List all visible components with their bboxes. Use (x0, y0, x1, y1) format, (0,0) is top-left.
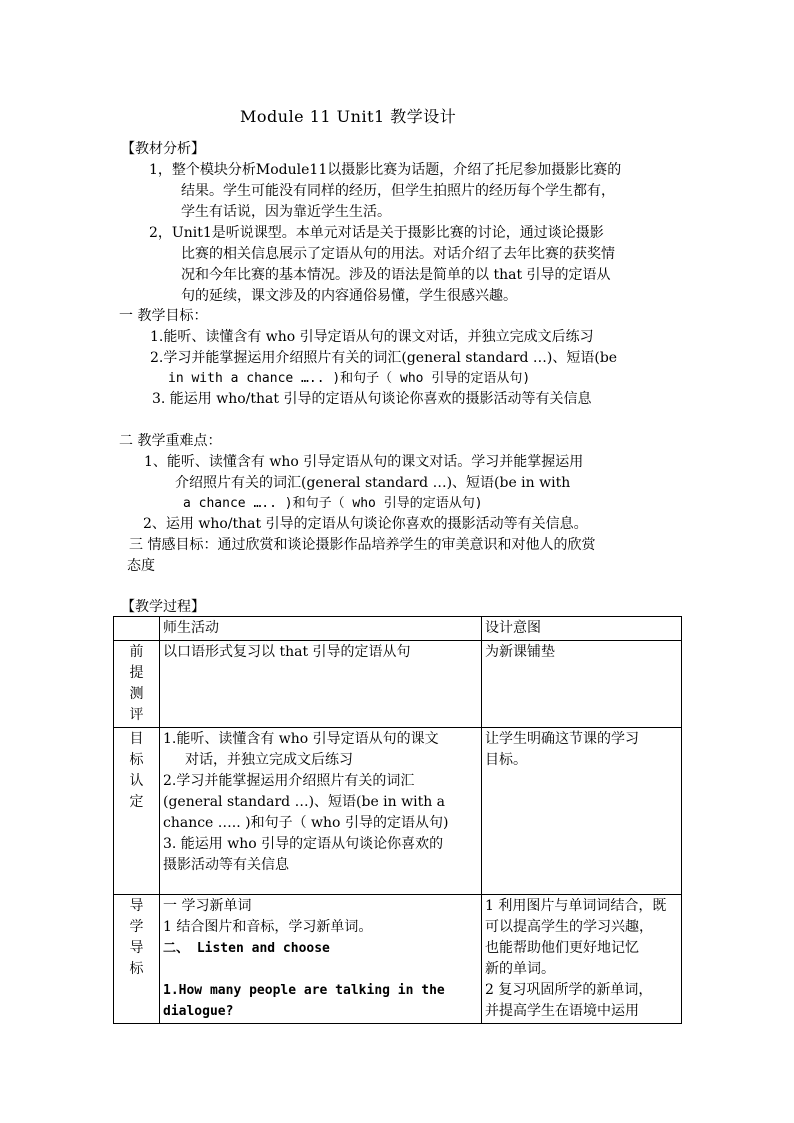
keypoint-1-line2: 介绍照片有关的词汇(general standard …)、短语(be in with (175, 475, 571, 491)
intent-cell: 1 利用图片与单词词结合，既 可以提高学生的学习兴趣， 也能帮助他们更好地记忆 新的单词。 2 复习巩固所学的新单词， 并提高学生在语境中运用 (482, 895, 682, 1024)
analysis-p2-line2: 比赛的相关信息展示了定语从句的用法。对话介绍了去年比赛的获奖情 (181, 246, 615, 262)
activity-cell: 以口语形式复习以 that 引导的定语从句 (160, 641, 482, 728)
table-row (114, 895, 682, 1024)
goal-2-line2: in with a chance ….. )和句子（ who 引导的定语从句) (168, 371, 531, 386)
table-header-row (114, 617, 682, 641)
emotion-goal-line2: 态度 (127, 558, 155, 574)
table-row (114, 641, 682, 728)
header-activity: 师生活动 (160, 617, 482, 641)
keypoint-2: 2、运用 who/that 引导的定语从句谈论你喜欢的摄影活动等有关信息。 (143, 516, 588, 532)
analysis-p1-line3: 学生有话说，因为靠近学生生活。 (181, 204, 391, 220)
teaching-process-table (113, 616, 682, 1024)
analysis-heading: 【教材分析】 (121, 141, 205, 157)
activity-cell: 一 学习新单词 1 结合图片和音标，学习新单词。 二、 Listen and choose 1.How many people are talking in the dialogue? (160, 895, 482, 1024)
analysis-p2-line3: 况和今年比赛的基本情况。涉及的语法是简单的以 that 引导的定语从 (181, 267, 611, 283)
intent-cell: 为新课铺垫 (482, 641, 682, 728)
goals-heading: 一 教学目标： (119, 308, 208, 324)
goal-1: 1.能听、读懂含有 who 引导定语从句的课文对话，并独立完成文后练习 (150, 329, 594, 345)
analysis-p1-line2: 结果。学生可能没有同样的经历，但学生拍照片的经历每个学生都有， (181, 183, 615, 199)
goal-3: 3. 能运用 who/that 引导的定语从句谈论你喜欢的摄影活动等有关信息 (152, 391, 592, 407)
header-stage (114, 617, 160, 641)
analysis-p1-line1: 1，整个模块分析Module11以摄影比赛为话题，介绍了托尼参加摄影比赛的 (149, 162, 622, 178)
keypoints-heading: 二 教学重难点： (119, 433, 222, 449)
analysis-p2-line4: 句的延续，课文涉及的内容通俗易懂，学生很感兴趣。 (181, 288, 517, 304)
process-heading: 【教学过程】 (121, 599, 205, 615)
stage-cell: 前 提 测 评 (114, 641, 160, 728)
table-row (114, 728, 682, 895)
emotion-goal-line1: 三 情感目标：通过欣赏和谈论摄影作品培养学生的审美意识和对他人的欣赏 (129, 537, 596, 553)
stage-cell: 目 标 认 定 (114, 728, 160, 895)
goal-2-line1: 2.学习并能掌握运用介绍照片有关的词汇(general standard …)、短语(be (150, 350, 618, 366)
intent-cell: 让学生明确这节课的学习 目标。 (482, 728, 682, 895)
analysis-p2-line1: 2，Unit1是听说课型。本单元对话是关于摄影比赛的讨论，通过谈论摄影 (149, 225, 604, 241)
activity-cell: 1.能听、读懂含有 who 引导定语从句的课文 对话，并独立完成文后练习 2.学习并能掌握运用介绍照片有关的词汇 (general standard …)、短语(be in with a chance ….. )和句子（ who 引导的定语从句) 3. 能运用 who 引导的定语从句谈论你喜欢的 摄影活动等有关信息 (160, 728, 482, 895)
question-line: 1.How many people are talking in the (163, 983, 445, 998)
keypoint-1-line1: 1、能听、读懂含有 who 引导定语从句的课文对话。学习并能掌握运用 (144, 454, 584, 470)
keypoint-1-line3: a chance ….. )和句子（ who 引导的定语从句) (183, 496, 483, 511)
stage-cell: 导 学 导 标 (114, 895, 160, 1024)
page-title: Module 11 Unit1 教学设计 (240, 107, 457, 126)
header-intent: 设计意图 (482, 617, 682, 641)
